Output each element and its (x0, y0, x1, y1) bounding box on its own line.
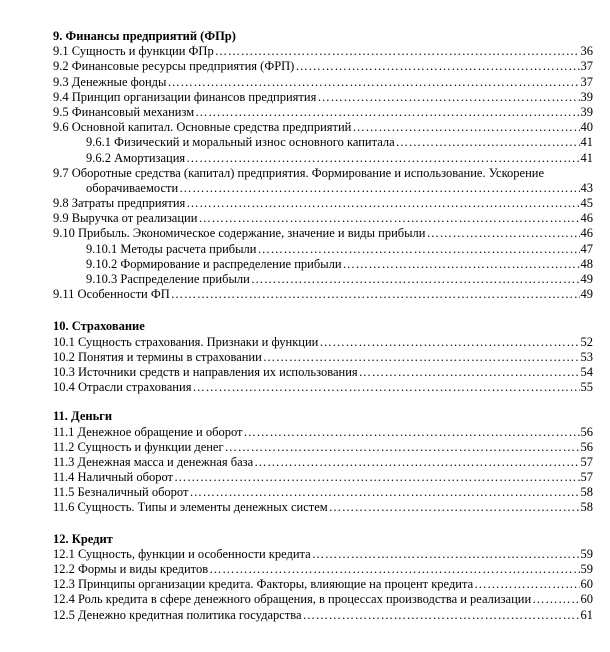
toc-entry-9-10[interactable] (53, 226, 593, 241)
entry-title: 10.3 Источники средств и направления их использования (53, 364, 358, 379)
entry-page: 61 (580, 607, 593, 622)
dot-leader (329, 500, 580, 515)
toc-entry-9-9[interactable] (53, 211, 593, 226)
section-heading: 9. Финансы предприятий (ФПр) (53, 29, 236, 43)
dot-leader (225, 440, 580, 455)
dot-leader (343, 257, 580, 272)
entry-title: 9.6 Основной капитал. Основные средства предприятий (53, 120, 352, 135)
toc-entry-9-4[interactable] (53, 90, 593, 105)
entry-page: 55 (580, 380, 593, 395)
entry-title: 9.2 Финансовые ресурсы предприятия (ФРП) (53, 59, 295, 74)
entry-page: 45 (580, 196, 593, 211)
entry-title: 9.4 Принцип организации финансов предприятия (53, 89, 317, 104)
dot-leader (179, 181, 579, 196)
entry-title: 12.4 Роль кредита в сфере денежного обращения, в процессах производства и реализации (53, 592, 532, 607)
entry-title: 11.4 Наличный оборот (53, 470, 173, 485)
toc-section-12 (53, 532, 593, 623)
toc-section-11 (53, 409, 593, 515)
toc-entry-11-6[interactable] (53, 500, 593, 515)
toc-entry-9-3[interactable] (53, 75, 593, 90)
entry-page: 57 (580, 470, 593, 485)
toc-entry-9-10-3[interactable] (53, 272, 593, 287)
toc-entry-12-1[interactable] (53, 547, 593, 562)
dot-leader (319, 335, 579, 350)
entry-page: 58 (580, 500, 593, 515)
toc-entry-11-2[interactable] (53, 440, 593, 455)
entry-title: 9.6.1 Физический и моральный износ основного капитала (86, 135, 395, 150)
dot-leader (251, 272, 580, 287)
entry-title: 11.6 Сущность. Типы и элементы денежных систем (53, 500, 328, 515)
entry-page: 57 (580, 454, 593, 469)
entry-title: 12.1 Сущность, функции и особенности кредита (53, 546, 311, 561)
entry-page: 48 (580, 256, 593, 271)
entry-page: 47 (580, 241, 593, 256)
entry-page: 37 (580, 59, 593, 74)
entry-title: 9.6.2 Амортизация (86, 150, 186, 165)
toc-entry-12-5[interactable] (53, 608, 593, 623)
entry-page: 36 (580, 44, 593, 59)
entry-page: 41 (580, 150, 593, 165)
toc-entry-12-2[interactable] (53, 562, 593, 577)
toc-section-9 (53, 29, 593, 302)
dot-leader (198, 211, 579, 226)
entry-title: 9.8 Затраты предприятия (53, 196, 186, 211)
entry-page: 58 (580, 485, 593, 500)
dot-leader (396, 135, 580, 150)
entry-title: 9.10.2 Формирование и распределение прибыли (86, 256, 342, 271)
entry-page: 39 (580, 89, 593, 104)
entry-title: 12.2 Формы и виды кредитов (53, 562, 209, 576)
entry-page: 52 (580, 334, 593, 349)
entry-title: 9.11 Особенности ФП (53, 287, 170, 302)
dot-leader (244, 425, 580, 440)
entry-page: 60 (580, 592, 593, 607)
dot-leader (186, 196, 579, 211)
toc-entry-9-6-2[interactable] (53, 151, 593, 166)
table-of-contents (53, 29, 593, 640)
toc-entry-10-2[interactable] (53, 350, 593, 365)
dot-leader (186, 151, 579, 166)
entry-page: 43 (580, 180, 593, 195)
dot-leader (257, 242, 579, 257)
toc-entry-9-7-line1[interactable]: 9.7 Оборотные средства (капитал) предприятия. Формирование и использование. Ускорение (53, 165, 545, 180)
section-heading: 10. Страхование (53, 319, 145, 334)
dot-leader (195, 105, 579, 120)
entry-page: 37 (580, 74, 593, 89)
entry-title: 11.1 Денежное обращение и оборот (53, 424, 243, 439)
toc-entry-10-4[interactable] (53, 380, 593, 395)
entry-title: 9.10.1 Методы расчета прибыли (86, 241, 257, 256)
dot-leader (303, 608, 580, 623)
toc-entry-11-1[interactable] (53, 425, 593, 440)
dot-leader (215, 44, 580, 59)
dot-leader (317, 90, 579, 105)
entry-title: 11.2 Сущность и функции денег (53, 439, 224, 454)
entry-page: 49 (580, 272, 593, 286)
dot-leader (209, 562, 579, 577)
entry-title: 10.1 Сущность страхования. Признаки и функции (53, 334, 319, 349)
toc-entry-9-6[interactable] (53, 120, 593, 135)
entry-page: 53 (580, 349, 593, 364)
entry-title: 10.2 Понятия и термины в страховании (53, 349, 262, 364)
toc-entry-12-4[interactable] (53, 592, 593, 607)
dot-leader (192, 380, 579, 395)
entry-page: 46 (580, 211, 593, 226)
toc-entry-11-3[interactable] (53, 455, 593, 470)
entry-title: 9.10.3 Распределение прибыли (86, 272, 250, 286)
entry-page: 40 (580, 120, 593, 135)
entry-page: 49 (580, 287, 593, 302)
entry-title: 9.3 Денежные фонды (53, 74, 167, 89)
toc-entry-9-1[interactable] (53, 44, 593, 59)
dot-leader (532, 592, 579, 607)
toc-entry-9-10-1[interactable] (53, 242, 593, 257)
toc-section-10 (53, 319, 593, 395)
dot-leader (254, 455, 579, 470)
entry-page: 39 (580, 104, 593, 119)
entry-title: 9.10 Прибыль. Экономическое содержание, значение и виды прибыли (53, 226, 426, 241)
dot-leader (171, 287, 580, 302)
dot-leader (474, 577, 579, 592)
toc-entry-9-5[interactable] (53, 105, 593, 120)
toc-entry-9-2[interactable] (53, 59, 593, 74)
toc-entry-9-8[interactable] (53, 196, 593, 211)
entry-page: 46 (580, 226, 593, 241)
entry-title: 9.1 Сущность и функции ФПр (53, 44, 214, 59)
dot-leader (167, 75, 579, 90)
toc-entry-9-11[interactable] (53, 287, 593, 302)
entry-title: 10.4 Отрасли страхования (53, 380, 192, 395)
entry-title: 9.9 Выручка от реализации (53, 211, 198, 226)
entry-page: 59 (580, 562, 593, 576)
entry-page: 41 (580, 135, 593, 150)
toc-entry-11-4[interactable] (53, 470, 593, 485)
dot-leader (352, 120, 579, 135)
dot-leader (189, 485, 579, 500)
entry-page: 56 (580, 424, 593, 439)
entry-title: 11.5 Безналичный оборот (53, 485, 189, 500)
entry-title: 12.5 Денежно кредитная политика государства (53, 607, 302, 622)
dot-leader (174, 470, 580, 485)
toc-entry-12-3[interactable] (53, 577, 593, 592)
dot-leader (295, 59, 579, 74)
toc-entry-9-7-line2[interactable] (53, 181, 593, 196)
entry-page: 56 (580, 439, 593, 454)
toc-entry-10-1[interactable] (53, 335, 593, 350)
dot-leader (359, 365, 580, 380)
toc-entry-10-3[interactable] (53, 365, 593, 380)
dot-leader (312, 547, 580, 562)
entry-page: 54 (580, 364, 593, 379)
toc-entry-11-5[interactable] (53, 485, 593, 500)
section-heading: 12. Кредит (53, 531, 113, 546)
dot-leader (263, 350, 580, 365)
section-heading: 11. Деньги (53, 409, 113, 424)
entry-title: 12.3 Принципы организации кредита. Факторы, влияющие на процент кредита (53, 577, 474, 592)
dot-leader (427, 226, 580, 241)
toc-entry-9-6-1[interactable] (53, 135, 593, 150)
entry-title-continuation: оборачиваемости (86, 180, 179, 195)
entry-page: 60 (580, 577, 593, 592)
entry-title: 9.5 Финансовый механизм (53, 104, 195, 119)
entry-page: 59 (580, 546, 593, 561)
toc-entry-9-10-2[interactable] (53, 257, 593, 272)
entry-title: 11.3 Денежная масса и денежная база (53, 454, 254, 469)
